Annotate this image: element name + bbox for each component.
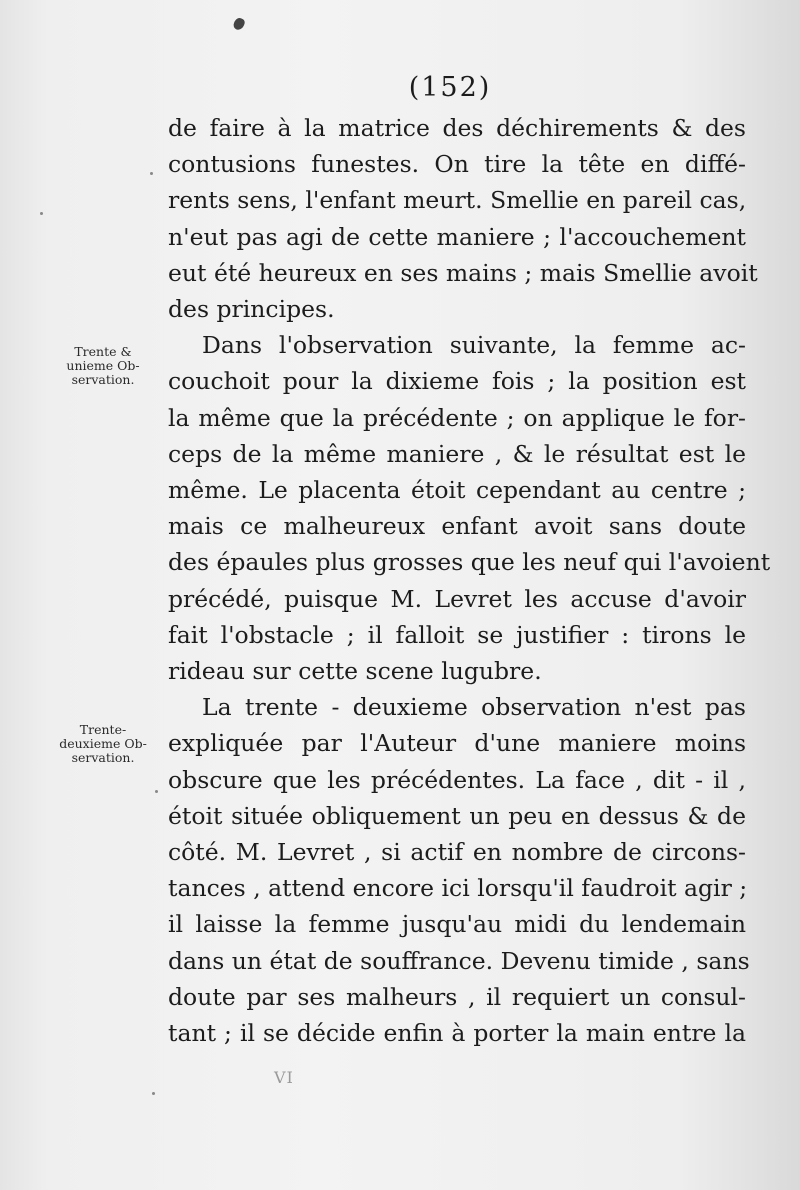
paper-speck (155, 790, 158, 793)
text-line: mais ce malheureux enfant avoit sans doute (168, 512, 746, 541)
text-line: eut été heureux en ses mains ; mais Smellie avoit (168, 258, 758, 287)
paper-speck (40, 212, 43, 215)
text-line: ceps de la même maniere , & le résultat est le (168, 439, 746, 468)
text-line: obscure que les précédentes. La face , dit - il , (168, 765, 746, 794)
margin-note-line: servation. (71, 372, 135, 387)
text-line: la même que la précédente ; on applique le for- (168, 403, 746, 432)
text-line: il laisse la femme jusqu'au midi du lendemain (168, 910, 746, 939)
ink-speck (232, 16, 246, 31)
text-line: La trente - deuxieme observation n'est pas (202, 693, 746, 722)
body-text (168, 110, 771, 1051)
margin-note-line: Trente & (74, 344, 132, 359)
margin-note-line: deuxieme Ob- (59, 736, 147, 751)
page-number: (152) (408, 72, 492, 103)
text-line: rideau sur cette scene lugubre. (168, 657, 542, 686)
text-line: des principes. (168, 295, 335, 324)
text-line: rents sens, l'enfant meurt. Smellie en pareil cas, (168, 186, 747, 215)
text-line: Dans l'observation suivante, la femme ac- (202, 331, 746, 360)
margin-note-trente-deuxieme (44, 723, 162, 765)
text-line: tant ; il se décide enfin à porter la main entre la (168, 1019, 746, 1048)
text-line: même. Le placenta étoit cependant au centre ; (168, 476, 746, 505)
text-line: n'eut pas agi de cette maniere ; l'accouchement (168, 222, 746, 251)
text-line: expliquée par l'Auteur d'une maniere moins (168, 729, 746, 758)
text-line: couchoit pour la dixieme fois ; la position est (168, 367, 746, 396)
text-line: contusions funestes. On tire la tête en diffé- (168, 150, 746, 179)
text-line: des épaules plus grosses que les neuf qui l'avoient (168, 548, 771, 577)
margin-note-trente-unieme (44, 345, 162, 387)
text-line: fait l'obstacle ; il falloit se justifier : tirons le (168, 620, 746, 649)
margin-note-line: servation. (71, 750, 135, 765)
paper-speck (150, 172, 153, 175)
text-line: étoit située obliquement un peu en dessus & de (168, 801, 746, 830)
text-line: côté. M. Levret , si actif en nombre de circons- (168, 838, 746, 867)
text-line: doute par ses malheurs , il requiert un consul- (168, 982, 746, 1011)
text-line: de faire à la matrice des déchirements & des (168, 114, 746, 142)
signature-mark: VI (274, 1068, 294, 1087)
margin-note-line: Trente- (79, 722, 127, 737)
text-line: précédé, puisque M. Levret les accuse d'avoir (168, 584, 746, 613)
text-line: tances , attend encore ici lorsqu'il faudroit agir ; (168, 874, 748, 903)
text-line: dans un état de souffrance. Devenu timide , sans (168, 946, 750, 975)
paper-speck (152, 1092, 155, 1095)
margin-note-line: unieme Ob- (66, 358, 140, 373)
